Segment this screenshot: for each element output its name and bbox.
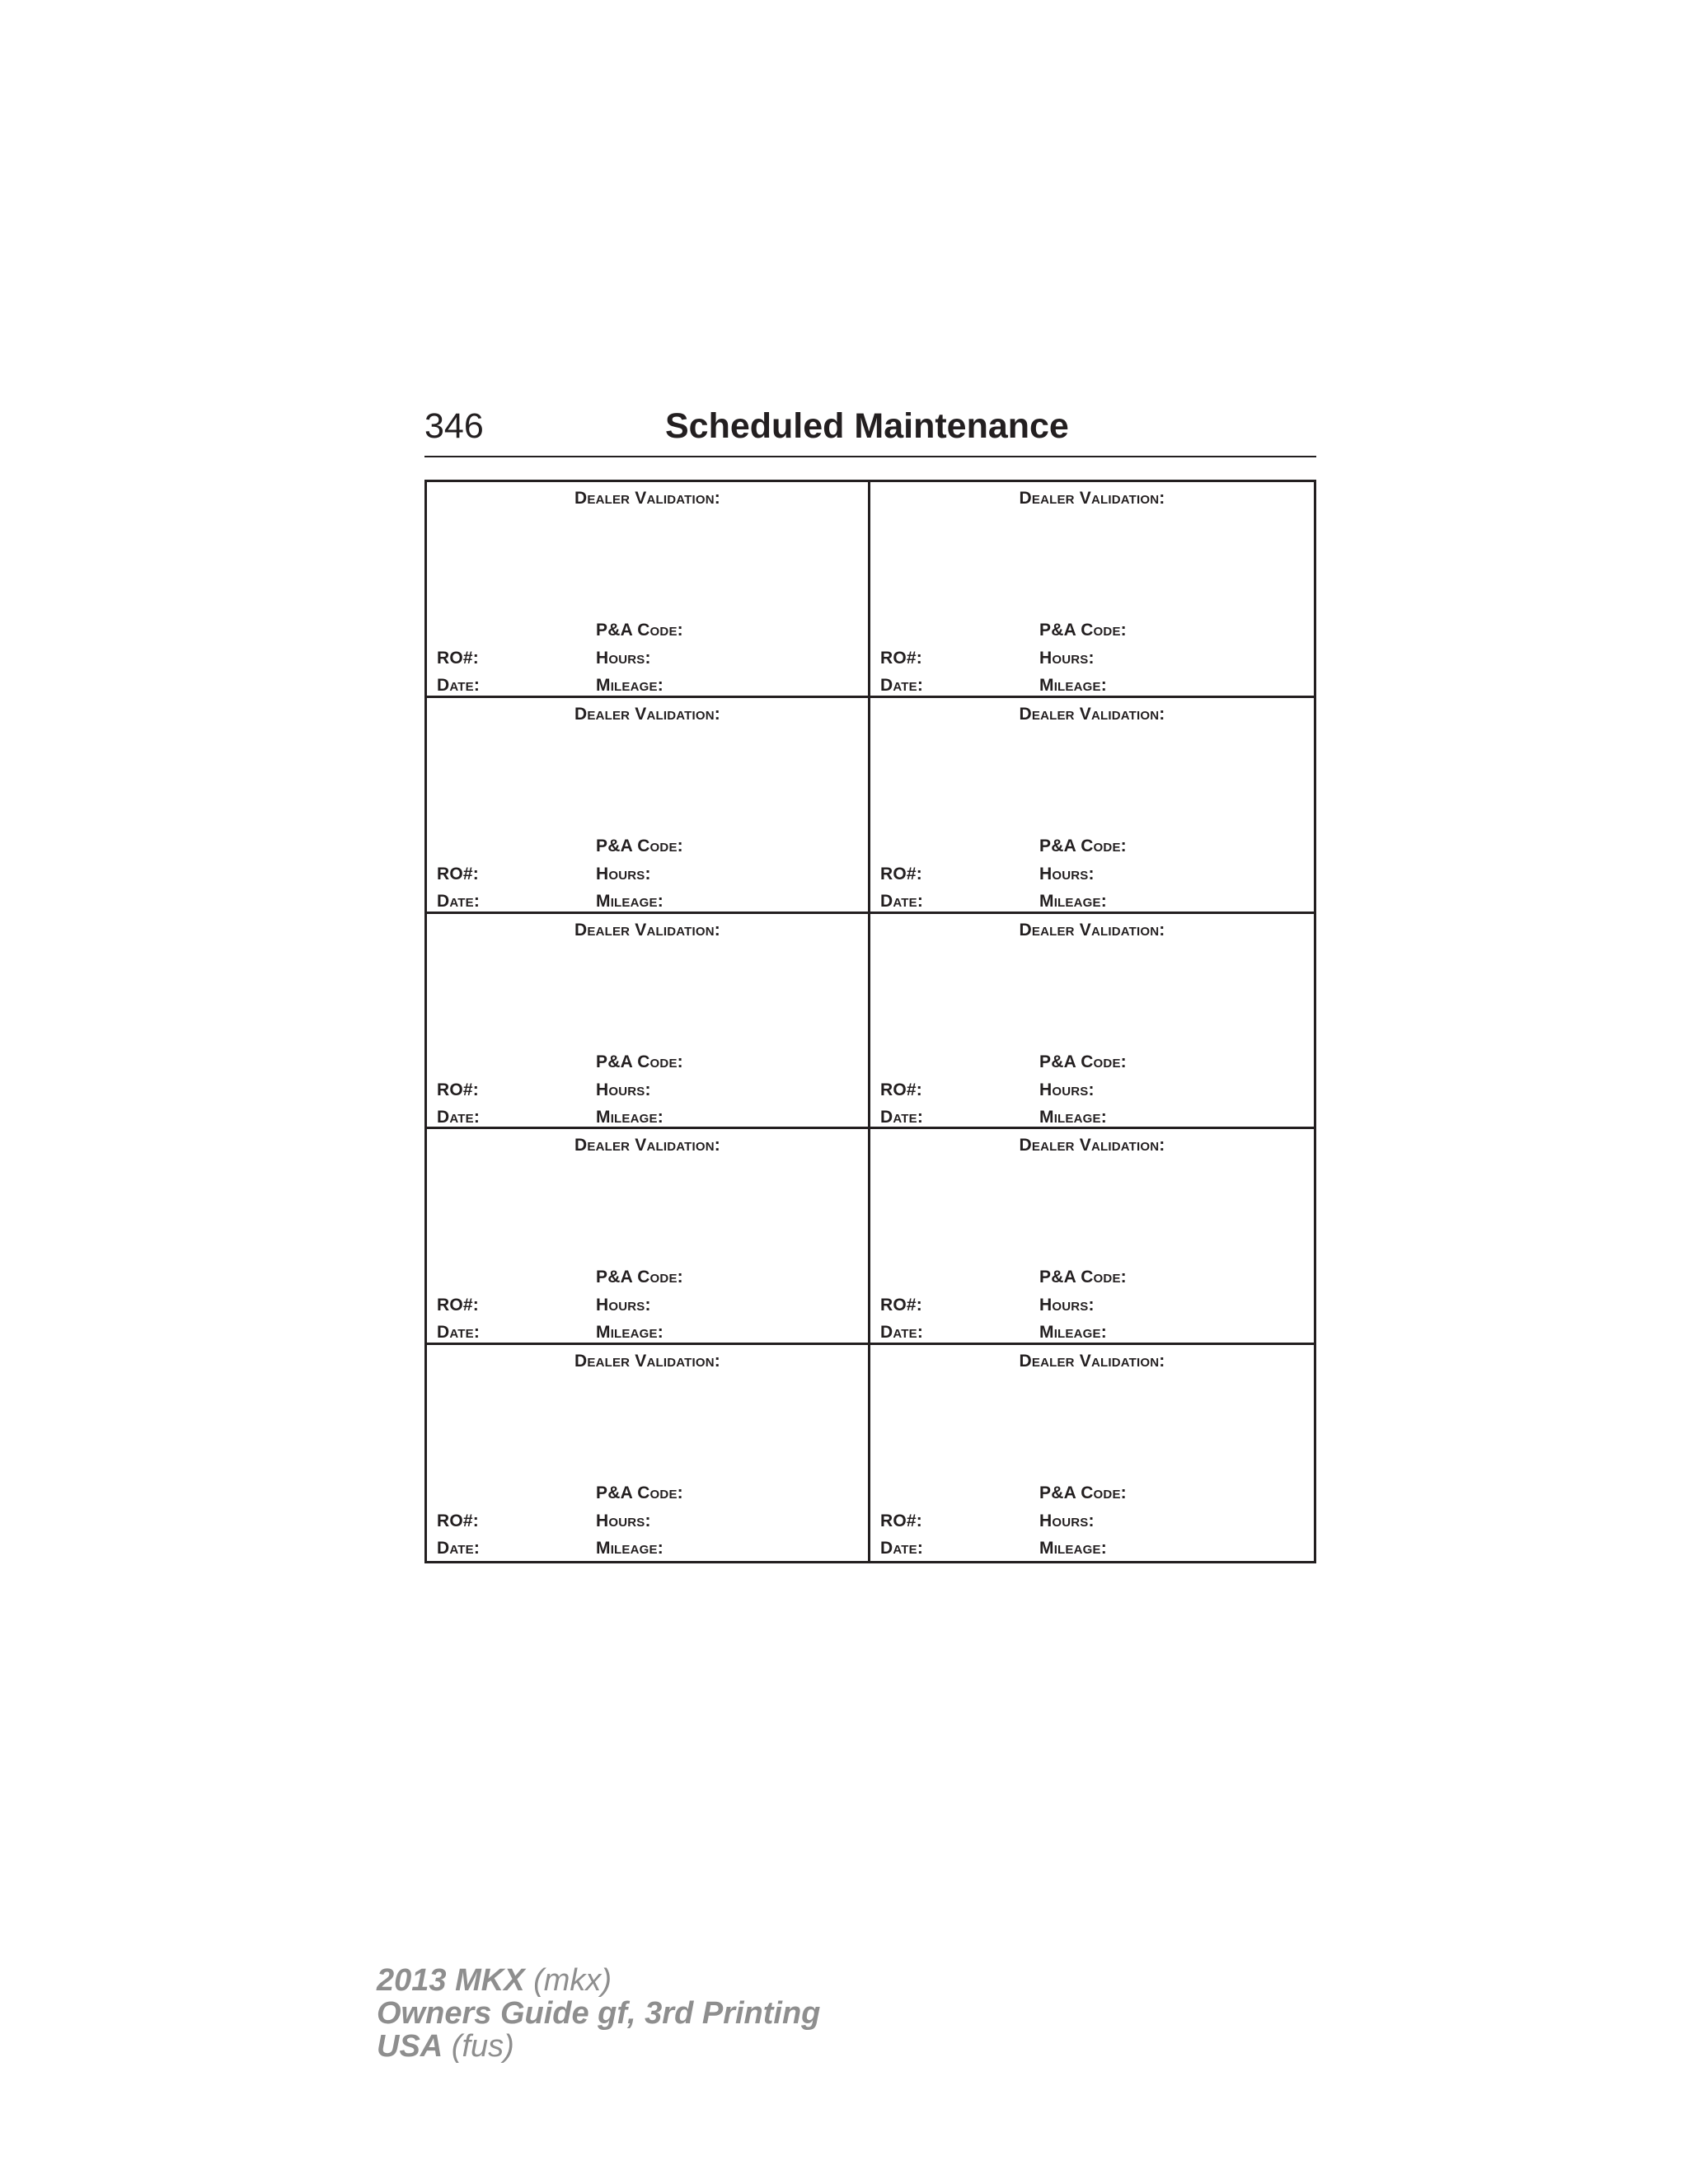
mileage-label: Mileage: <box>596 1539 663 1558</box>
dealer-validation-label: Dealer Validation: <box>1019 1136 1165 1155</box>
ro-label: RO#: <box>880 1080 922 1099</box>
mileage-label: Mileage: <box>596 676 663 695</box>
hours-label: Hours: <box>1039 1296 1095 1315</box>
dealer-validation-label: Dealer Validation: <box>574 489 720 508</box>
hours-label: Hours: <box>596 1511 651 1531</box>
date-label: Date: <box>880 1107 924 1127</box>
mileage-label: Mileage: <box>1039 676 1107 695</box>
hours-label: Hours: <box>1039 1511 1095 1531</box>
mileage-label: Mileage: <box>596 1107 663 1127</box>
pa-code-label: P&A Code: <box>1039 836 1127 855</box>
print-footer <box>377 1964 820 2063</box>
hours-label: Hours: <box>596 649 651 668</box>
dealer-validation-log <box>424 480 1316 1563</box>
ro-label: RO#: <box>437 1080 479 1099</box>
date-label: Date: <box>880 1323 924 1343</box>
hours-label: Hours: <box>596 1296 651 1315</box>
date-label: Date: <box>880 676 924 695</box>
validation-cell <box>870 698 1314 914</box>
validation-cell <box>870 1129 1314 1345</box>
mileage-label: Mileage: <box>596 1323 663 1343</box>
mileage-label: Mileage: <box>1039 891 1107 911</box>
pa-code-label: P&A Code: <box>596 621 683 640</box>
mileage-label: Mileage: <box>1039 1107 1107 1127</box>
footer-line-3 <box>377 2030 820 2063</box>
pa-code-label: P&A Code: <box>1039 621 1127 640</box>
hours-label: Hours: <box>1039 1080 1095 1099</box>
pa-code-label: P&A Code: <box>1039 1268 1127 1287</box>
date-label: Date: <box>437 1539 481 1558</box>
validation-cell <box>427 1129 870 1345</box>
ro-label: RO#: <box>880 649 922 668</box>
pa-code-label: P&A Code: <box>1039 1483 1127 1503</box>
hours-label: Hours: <box>596 1080 651 1099</box>
validation-cell <box>427 914 870 1130</box>
date-label: Date: <box>437 1323 481 1343</box>
header-rule <box>424 456 1316 457</box>
dealer-validation-label: Dealer Validation: <box>1019 920 1165 940</box>
validation-cell <box>870 914 1314 1130</box>
footer-market: USA <box>377 2029 443 2064</box>
date-label: Date: <box>437 1107 481 1127</box>
dealer-validation-label: Dealer Validation: <box>574 704 720 724</box>
dealer-validation-label: Dealer Validation: <box>574 1352 720 1371</box>
pa-code-label: P&A Code: <box>596 1268 683 1287</box>
ro-label: RO#: <box>880 864 922 883</box>
hours-label: Hours: <box>1039 864 1095 883</box>
footer-line-2 <box>377 1997 820 2030</box>
pa-code-label: P&A Code: <box>596 836 683 855</box>
footer-market-code: (fus) <box>451 2029 514 2064</box>
dealer-validation-label: Dealer Validation: <box>1019 489 1165 508</box>
validation-cell <box>870 1345 1314 1561</box>
dealer-validation-label: Dealer Validation: <box>1019 704 1165 724</box>
footer-model-code: (mkx) <box>533 1963 612 1998</box>
page-title: Scheduled Maintenance <box>665 406 1069 446</box>
validation-cell <box>870 482 1314 698</box>
date-label: Date: <box>437 676 481 695</box>
mileage-label: Mileage: <box>1039 1539 1107 1558</box>
pa-code-label: P&A Code: <box>596 1052 683 1071</box>
ro-label: RO#: <box>437 1296 479 1315</box>
hours-label: Hours: <box>1039 649 1095 668</box>
hours-label: Hours: <box>596 864 651 883</box>
page-number: 346 <box>424 406 484 446</box>
mileage-label: Mileage: <box>1039 1323 1107 1343</box>
validation-cell <box>427 482 870 698</box>
validation-cell <box>427 1345 870 1561</box>
ro-label: RO#: <box>880 1511 922 1531</box>
ro-label: RO#: <box>437 649 479 668</box>
ro-label: RO#: <box>880 1296 922 1315</box>
date-label: Date: <box>880 1539 924 1558</box>
footer-edition: Owners Guide gf, 3rd Printing <box>377 1996 821 2031</box>
validation-cell <box>427 698 870 914</box>
ro-label: RO#: <box>437 864 479 883</box>
dealer-validation-label: Dealer Validation: <box>574 1136 720 1155</box>
date-label: Date: <box>880 891 924 911</box>
pa-code-label: P&A Code: <box>596 1483 683 1503</box>
date-label: Date: <box>437 891 481 911</box>
dealer-validation-label: Dealer Validation: <box>574 920 720 940</box>
footer-line-1 <box>377 1964 820 1997</box>
mileage-label: Mileage: <box>596 891 663 911</box>
footer-model: 2013 MKX <box>377 1963 525 1998</box>
ro-label: RO#: <box>437 1511 479 1531</box>
pa-code-label: P&A Code: <box>1039 1052 1127 1071</box>
dealer-validation-label: Dealer Validation: <box>1019 1352 1165 1371</box>
page-header <box>424 401 1316 457</box>
